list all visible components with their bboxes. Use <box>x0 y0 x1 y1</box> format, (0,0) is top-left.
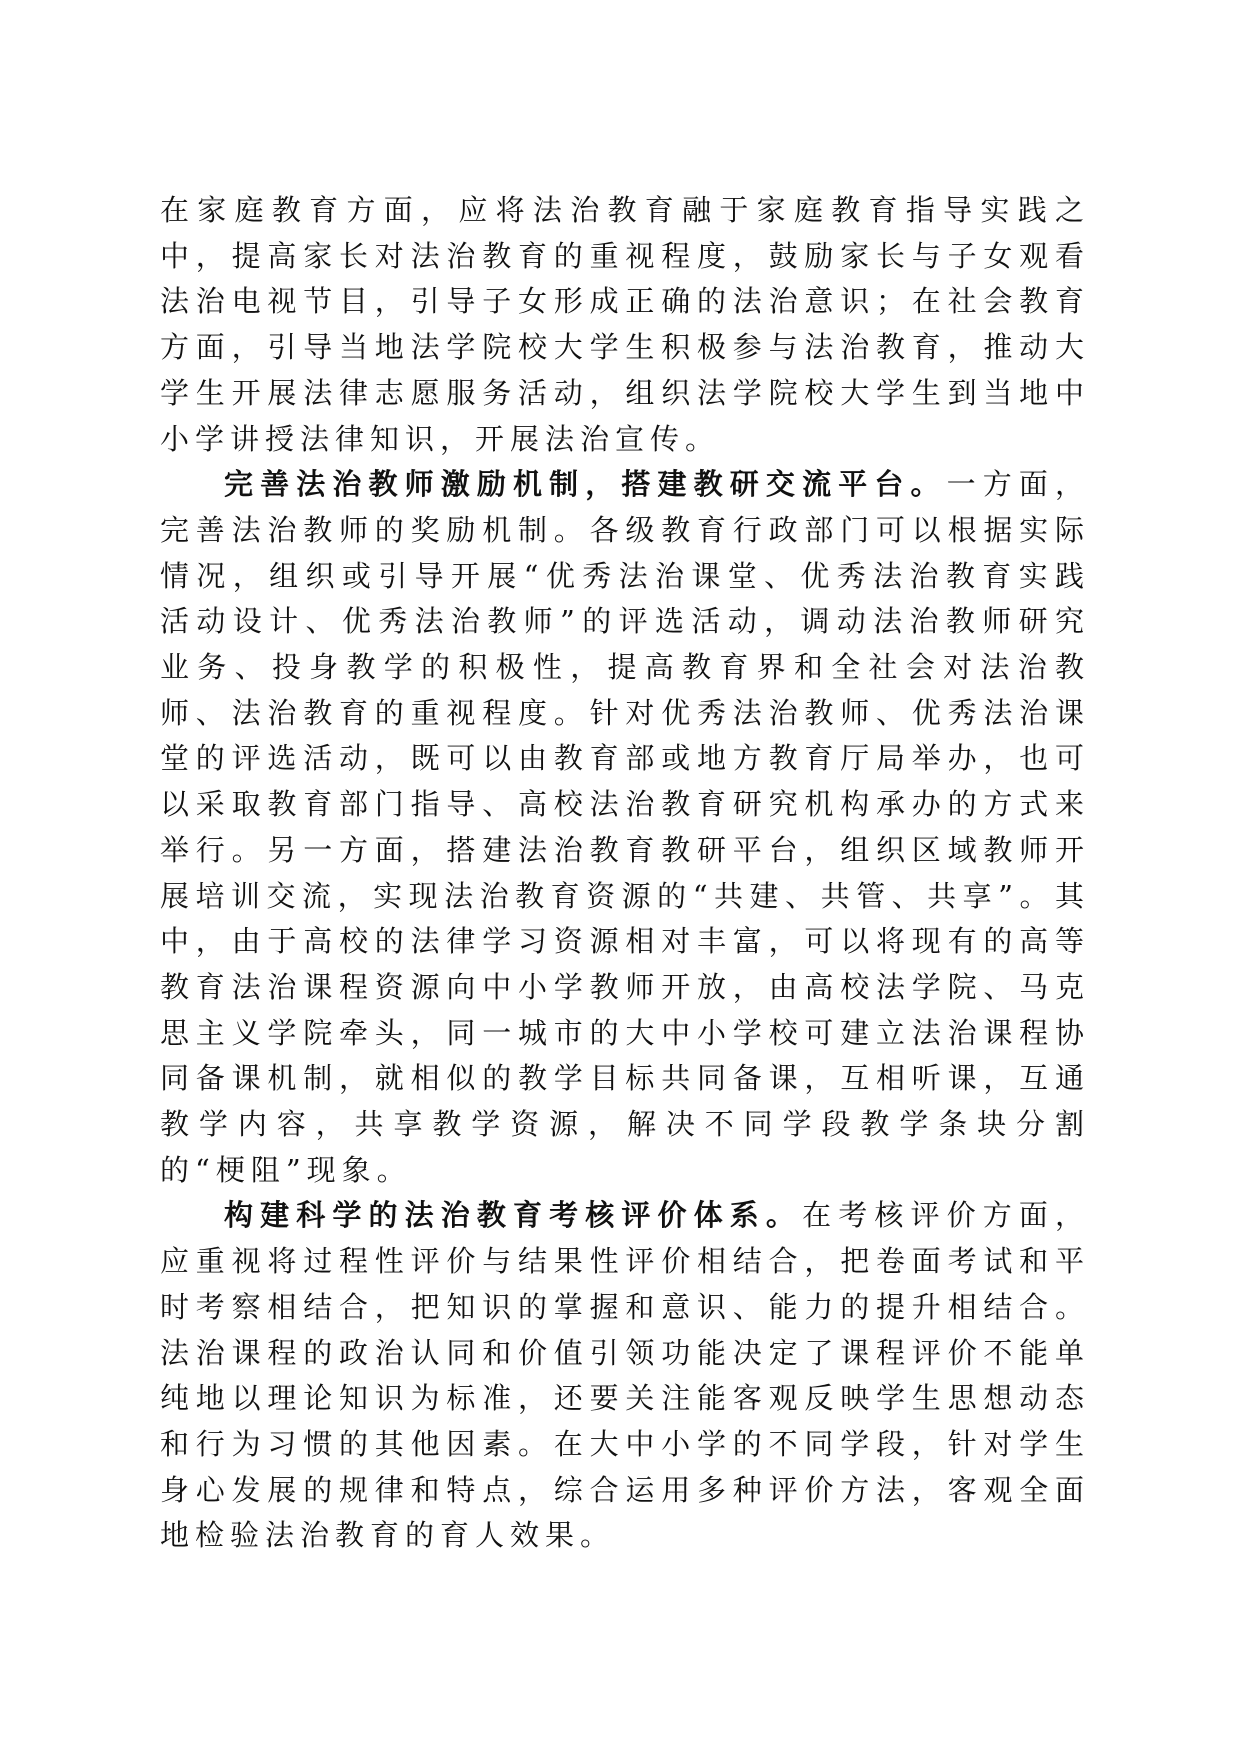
paragraph-body: 在考核评价方面，应重视将过程性评价与结果性评价相结合，把卷面考试和平时考察相结合，把知识的掌握和意识、能力的提升相结合。法治课程的政治认同和价值引领功能决定了课程评价不能单纯地以理论知识为标准，还要关注能客观反映学生思想动态和行为习惯的其他因素。在大中小学的不同学段，针对学生身心发展的规律和特点，综合运用多种评价方法，客观全面地检验法治教育的育人效果。 <box>160 1198 1090 1553</box>
paragraph-body: 一方面，完善法治教师的奖励机制。各级教育行政部门可以根据实际情况，组织或引导开展“优秀法治课堂、优秀法治教育实践活动设计、优秀法治教师”的评选活动，调动法治教师研究业务、投身教学的积极性，提高教育界和全社会对法治教师、法治教育的重视程度。针对优秀法治教师、优秀法治课堂的评选活动，既可以由教育部或地方教育厅局举办，也可以采取教育部门指导、高校法治教育研究机构承办的方式来举行。另一方面，搭建法治教育教研平台，组织区域教师开展培训交流，实现法治教育资源的“共建、共管、共享”。其中，由于高校的法律学习资源相对丰富，可以将现有的高等教育法治课程资源向中小学教师开放，由高校法学院、马克思主义学院牵头，同一城市的大中小学校可建立法治课程协同备课机制，就相似的教学目标共同备课，互相听课，互通教学内容，共享教学资源，解决不同学段教学条块分割的“梗阻”现象。 <box>160 467 1090 1187</box>
document-page <box>160 188 1090 1559</box>
paragraph-family-social-education <box>160 188 1090 462</box>
paragraph-evaluation-system <box>160 1193 1090 1559</box>
paragraph-teacher-incentive <box>160 462 1090 1193</box>
paragraph-heading: 构建科学的法治教育考核评价体系。 <box>224 1198 803 1233</box>
paragraph-heading: 完善法治教师激励机制，搭建教研交流平台。 <box>224 467 947 502</box>
paragraph-body: 在家庭教育方面，应将法治教育融于家庭教育指导实践之中，提高家长对法治教育的重视程度，鼓励家长与子女观看法治电视节目，引导子女形成正确的法治意识；在社会教育方面，引导当地法学院校大学生积极参与法治教育，推动大学生开展法律志愿服务活动，组织法学院校大学生到当地中小学讲授法律知识，开展法治宣传。 <box>160 193 1090 456</box>
